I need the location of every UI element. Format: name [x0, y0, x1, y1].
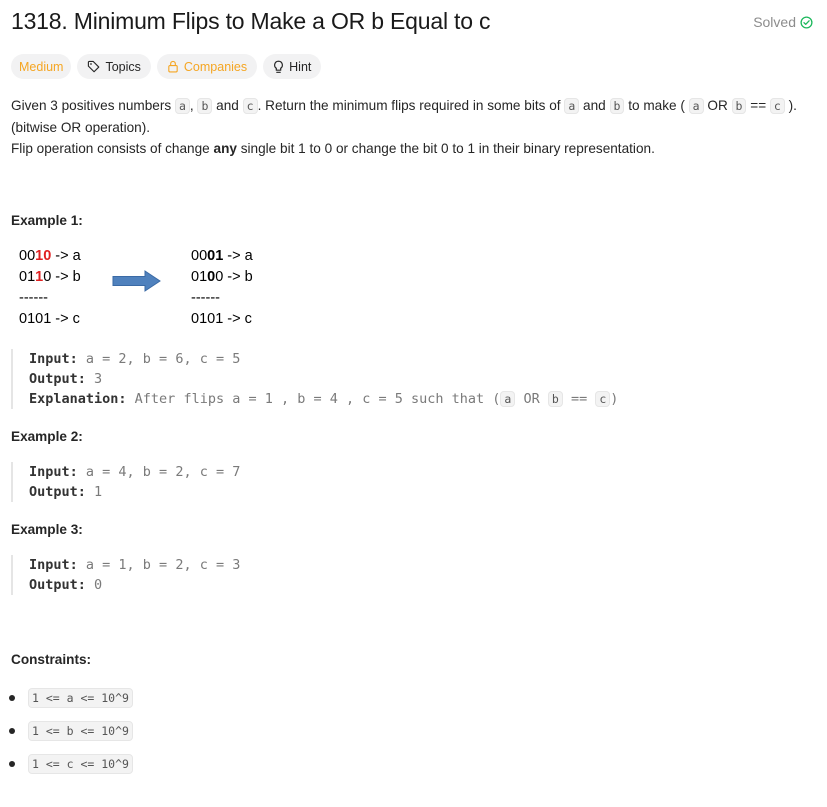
text: and	[579, 98, 610, 113]
text: 0 -> b	[215, 269, 253, 285]
bullet	[9, 761, 15, 767]
flipped-bits: 10	[35, 248, 52, 264]
output-value: 3	[85, 371, 103, 387]
text: OR	[703, 98, 732, 113]
text: single bit 1 to 0 or change the bit 0 to 1 in their binary representation.	[236, 141, 655, 156]
inline-code: b	[732, 98, 747, 114]
diagram-left-c: 0101 -> c	[19, 311, 80, 327]
example-2-input	[29, 462, 240, 482]
input-label: Input:	[29, 464, 78, 480]
description-paragraph-1	[11, 95, 816, 117]
inline-code: a	[689, 98, 704, 114]
inline-code: c	[770, 98, 785, 114]
text: ,	[189, 98, 198, 113]
flipped-bits: 01	[207, 248, 224, 264]
inline-code: c	[595, 391, 610, 407]
companies-label: Companies	[183, 59, 248, 74]
constraint-item	[9, 721, 133, 741]
explanation-label: Explanation:	[29, 391, 127, 407]
text: . Return the minimum flips required in some bits of	[257, 98, 565, 113]
problem-description	[11, 95, 816, 159]
text: -> a	[223, 248, 253, 264]
example-3-output	[29, 575, 240, 595]
output-value: 0	[85, 577, 103, 593]
inline-code: a	[500, 391, 515, 407]
solved-status	[753, 14, 813, 30]
example-1-output	[29, 369, 618, 389]
check-circle-icon	[800, 16, 813, 29]
example-1-heading: Example 1:	[11, 213, 83, 228]
flipped-bits: 1	[35, 269, 44, 285]
text: 00	[191, 248, 208, 264]
constraint-code: 1 <= b <= 10^9	[28, 721, 133, 741]
example-1-input	[29, 349, 618, 369]
tag-icon	[87, 60, 100, 73]
inline-code: a	[175, 98, 190, 114]
text: ).	[784, 98, 797, 113]
text: Flip operation consists of change	[11, 141, 214, 156]
example-2-output	[29, 482, 240, 502]
difficulty-badge	[11, 54, 71, 79]
text: to make (	[624, 98, 689, 113]
inline-code: a	[564, 98, 579, 114]
example-1-block	[11, 349, 618, 409]
text: -> a	[51, 248, 81, 264]
example-2-block	[11, 462, 240, 502]
inline-code: b	[197, 98, 212, 114]
constraint-code: 1 <= a <= 10^9	[28, 688, 133, 708]
text: )	[610, 391, 619, 407]
right-arrow-icon	[112, 270, 162, 292]
constraints-heading: Constraints:	[11, 652, 92, 667]
output-label: Output:	[29, 577, 86, 593]
input-value: a = 4, b = 2, c = 7	[77, 464, 241, 480]
diagram-right-c: 0101 -> c	[191, 311, 252, 327]
solved-label: Solved	[753, 14, 796, 30]
constraint-code: 1 <= c <= 10^9	[28, 754, 133, 774]
constraint-item	[9, 754, 133, 774]
bullet	[9, 695, 15, 701]
inline-code: c	[243, 98, 258, 114]
diagram-right-dash: ------	[191, 290, 220, 306]
topics-label: Topics	[105, 59, 141, 74]
diagram-left-b	[19, 269, 81, 285]
text: ==	[562, 391, 596, 407]
explanation-value: After flips a = 1 , b = 4 , c = 5 such that (	[126, 391, 501, 407]
problem-title: 1318. Minimum Flips to Make a OR b Equal to c	[11, 8, 491, 34]
text: ==	[746, 98, 770, 113]
inline-code: b	[548, 391, 563, 407]
input-label: Input:	[29, 351, 78, 367]
output-value: 1	[85, 484, 103, 500]
bold-text: any	[213, 141, 237, 156]
text: 00	[19, 248, 36, 264]
text: and	[212, 98, 243, 113]
example-3-input	[29, 555, 240, 575]
lightbulb-icon	[273, 60, 284, 74]
diagram-right-b	[191, 269, 253, 285]
bullet	[9, 728, 15, 734]
hint-label: Hint	[289, 59, 312, 74]
constraint-item	[9, 688, 133, 708]
diagram-left-dash: ------	[19, 290, 48, 306]
text: 01	[191, 269, 208, 285]
example-3-block	[11, 555, 240, 595]
output-label: Output:	[29, 484, 86, 500]
topics-button[interactable]	[77, 54, 150, 79]
lock-icon	[167, 60, 179, 73]
text: 01	[19, 269, 36, 285]
companies-button[interactable]	[157, 54, 257, 79]
diagram-left-a	[19, 248, 81, 264]
text: 0 -> b	[43, 269, 81, 285]
hint-button[interactable]	[263, 54, 321, 79]
text: OR	[515, 391, 548, 407]
inline-code: b	[610, 98, 625, 114]
description-paragraph-2	[11, 138, 816, 159]
example-2-heading: Example 2:	[11, 429, 83, 444]
example-3-heading: Example 3:	[11, 522, 83, 537]
output-label: Output:	[29, 371, 86, 387]
input-label: Input:	[29, 557, 78, 573]
diagram-right-a	[191, 248, 253, 264]
text: Given 3 positives numbers	[11, 98, 175, 113]
tag-bar	[11, 54, 321, 79]
example-1-explanation	[29, 389, 618, 409]
input-value: a = 2, b = 6, c = 5	[77, 351, 241, 367]
description-paragraph-1b: (bitwise OR operation).	[11, 120, 151, 135]
flipped-bits: 0	[207, 269, 216, 285]
input-value: a = 1, b = 2, c = 3	[77, 557, 241, 573]
difficulty-label: Medium	[19, 59, 64, 74]
